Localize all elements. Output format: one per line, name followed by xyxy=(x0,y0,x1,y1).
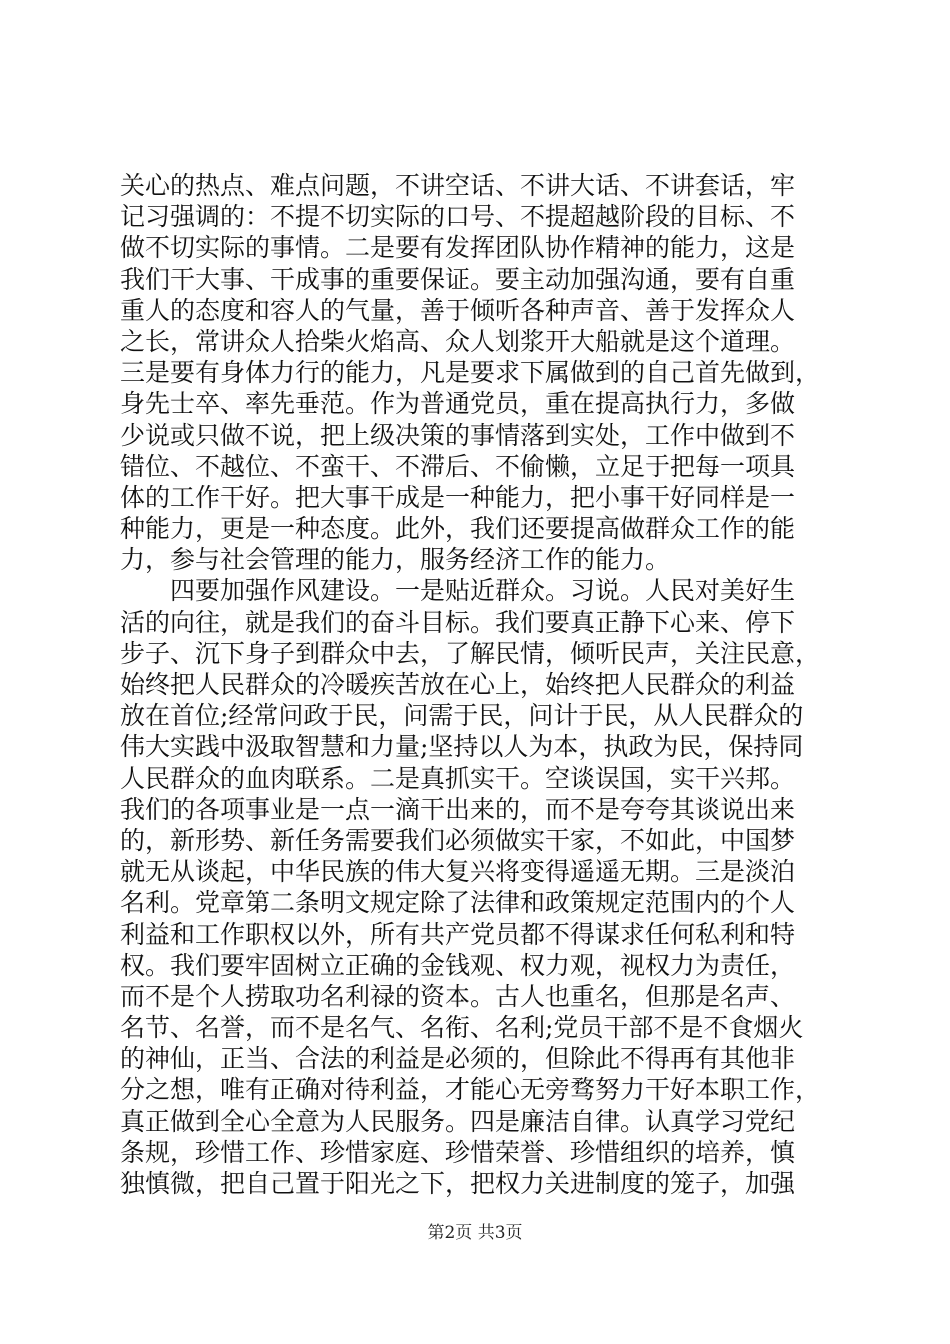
text-line: 人民群众的血肉联系。二是真抓实干。空谈误国，实干兴邦。 xyxy=(120,763,796,793)
text-line: 放在首位;经常问政于民，问需于民，问计于民，从人民群众的 xyxy=(120,701,804,731)
text-line: 的神仙，正当、合法的利益是必须的，但除此不得再有其他非 xyxy=(120,1044,796,1074)
text-line: 条规，珍惜工作、珍惜家庭、珍惜荣誉、珍惜组织的培养，慎 xyxy=(120,1137,796,1167)
text-line: 活的向往，就是我们的奋斗目标。我们要真正静下心来、停下 xyxy=(120,607,796,637)
text-line: 权。我们要牢固树立正确的金钱观、权力观，视权力为责任， xyxy=(120,950,796,980)
text-line: 我们的各项事业是一点一滴干出来的，而不是夸夸其谈说出来 xyxy=(120,794,796,824)
text-line: 三是要有身体力行的能力，凡是要求下属做到的自己首先做到， xyxy=(120,358,821,388)
text-line: 身先士卒、率先垂范。作为普通党员，重在提高执行力，多做 xyxy=(120,389,796,419)
text-line: 我们干大事、干成事的重要保证。要主动加强沟通，要有自重 xyxy=(120,264,796,294)
text-line: 之长，常讲众人拾柴火焰高、众人划浆开大船就是这个道理。 xyxy=(120,326,796,356)
text-line: 名节、名誉，而不是名气、名衔、名利;党员干部不是不食烟火 xyxy=(120,1013,804,1043)
text-line: 体的工作干好。把大事干成是一种能力，把小事干好同样是一 xyxy=(120,482,796,512)
text-line: 记习强调的：不提不切实际的口号、不提超越阶段的目标、不 xyxy=(120,202,796,232)
body-text xyxy=(120,170,840,1199)
text-line: 做不切实际的事情。二是要有发挥团队协作精神的能力，这是 xyxy=(120,233,796,263)
text-line: 关心的热点、难点问题，不讲空话、不讲大话、不讲套话，牢 xyxy=(120,171,796,200)
text-line: 独慎微，把自己置于阳光之下，把权力关进制度的笼子，加强 xyxy=(120,1169,796,1198)
text-line: 错位、不越位、不蛮干、不滞后、不偷懒，立足于把每一项具 xyxy=(120,451,796,481)
text-line: 始终把人民群众的冷暖疾苦放在心上，始终把人民群众的利益 xyxy=(120,670,796,699)
text-line: 步子、沉下身子到群众中去，了解民情，倾听民声，关注民意， xyxy=(120,638,821,668)
text-line: 少说或只做不说，把上级决策的事情落到实处，工作中做到不 xyxy=(120,420,796,450)
text-line: 四要加强作风建设。一是贴近群众。习说。人民对美好生 xyxy=(120,576,796,606)
text-line: 名利。党章第二条明文规定除了法律和政策规定范围内的个人 xyxy=(120,888,796,918)
text-line: 真正做到全心全意为人民服务。四是廉洁自律。认真学习党纪 xyxy=(120,1106,796,1136)
text-line: 的，新形势、新任务需要我们必须做实干家，不如此，中国梦 xyxy=(120,825,796,855)
text-line: 力，参与社会管理的能力，服务经济工作的能力。 xyxy=(120,545,671,575)
text-line: 重人的态度和容人的气量，善于倾听各种声音、善于发挥众人 xyxy=(120,295,796,325)
text-line: 就无从谈起，中华民族的伟大复兴将变得遥遥无期。三是淡泊 xyxy=(120,857,796,887)
text-line: 种能力，更是一种态度。此外，我们还要提高做群众工作的能 xyxy=(120,514,796,544)
text-line: 伟大实践中汲取智慧和力量;坚持以人为本，执政为民，保持同 xyxy=(120,732,804,762)
page-footer: 第2页 共3页 xyxy=(427,1223,523,1243)
text-line: 分之想，唯有正确对待利益，才能心无旁骛努力干好本职工作， xyxy=(120,1075,821,1105)
text-line: 利益和工作职权以外，所有共产党员都不得谋求任何私利和特 xyxy=(120,919,796,949)
text-line: 而不是个人捞取功名利禄的资本。古人也重名，但那是名声、 xyxy=(120,981,796,1011)
